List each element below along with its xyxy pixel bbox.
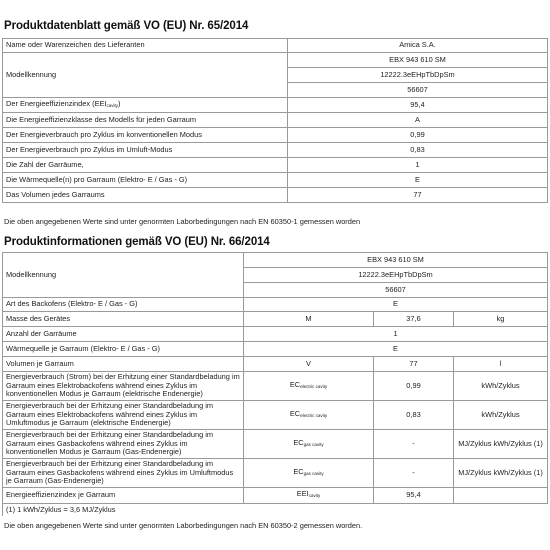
t2-model-label: Modellkennung	[3, 253, 244, 298]
t1-conv-label: Der Energieverbrauch pro Zyklus im konventionellen Modus	[3, 128, 288, 143]
t2-row-eei	[3, 488, 548, 504]
t1-row-eei	[3, 98, 548, 113]
t1-row-conv	[3, 128, 548, 143]
t2-row-ec4	[3, 459, 548, 488]
t1-vol-value: 77	[288, 188, 548, 203]
t1-note: Die oben angegebenen Werte sind unter genormten Laborbedingungen nach EN 60350-1 gemessen worden	[4, 217, 361, 226]
t2-row-mass	[3, 312, 548, 327]
t1-fan-value: 0,83	[288, 143, 548, 158]
t2-ec3-symbol	[244, 430, 374, 459]
t1-fan-label: Der Energieverbrauch pro Zyklus im Umluft-Modus	[3, 143, 288, 158]
t1-row-cavities	[3, 158, 548, 173]
t2-ec2-sub: electric cavity	[300, 412, 328, 418]
t2-ec2-symbol	[244, 401, 374, 430]
t2-row-ec1	[3, 372, 548, 401]
t2-row-type	[3, 298, 548, 312]
t2-model-2: 12222.3eEHpTbDpSm	[244, 268, 548, 283]
t2-vol-value: 77	[374, 357, 454, 372]
t1-supplier-value: Amica S.A.	[288, 39, 548, 53]
t2-eei-symbol	[244, 488, 374, 504]
t1-model-3: 56607	[288, 83, 548, 98]
t1-row-supplier	[3, 39, 548, 53]
t2-model-3: 56607	[244, 283, 548, 298]
t2-ec3-sub: gas cavity	[303, 441, 324, 447]
t2-ec2-sym: EC	[289, 408, 301, 418]
t2-ec1-unit: kWh/Zyklus	[454, 372, 548, 401]
t2-footnote: (1) 1 kWh/Zyklus = 3,6 MJ/Zyklus	[3, 504, 548, 516]
t1-row-model	[3, 53, 548, 68]
t2-mass-symbol: M	[244, 312, 374, 327]
t1-model-2: 12222.3eEHpTbDpSm	[288, 68, 548, 83]
t2-row-ec2	[3, 401, 548, 430]
t2-eei-sub: cavity	[308, 493, 321, 499]
t2-ec3-unit: MJ/Zyklus kWh/Zyklus (1)	[454, 430, 548, 459]
t2-row-volume	[3, 357, 548, 372]
t2-row-footnote	[3, 504, 548, 516]
t2-model-1: EBX 943 610 SM	[244, 253, 548, 268]
t1-row-volume	[3, 188, 548, 203]
t2-ec3-label: Energieverbrauch bei der Erhitzung einer Standardbeladung im Garraum eines Gasbackofens während eines Zyklus im konventionellen Modus je Garraum (Gas-Endenergie)	[3, 430, 244, 459]
t2-mass-label: Masse des Gerätes	[3, 312, 244, 327]
t1-model-1: EBX 943 610 SM	[288, 53, 548, 68]
t1-eei-close: )	[118, 98, 121, 108]
t2-eei-unit	[454, 488, 548, 504]
t2-ec1-symbol	[244, 372, 374, 401]
t2-ec3-sym: EC	[293, 437, 304, 447]
t2-ec1-value: 0,99	[374, 372, 454, 401]
t2-ec2-label: Energieverbrauch bei der Erhitzung einer Standardbeladung im Garraum eines Elektrobackofens während eines Zyklus im Umluftmodus je Garraum (elektrische Endenergie)	[3, 401, 244, 430]
t2-vol-unit: l	[454, 357, 548, 372]
t2-ec1-sym: EC	[289, 379, 301, 389]
t2-heat-value: E	[244, 342, 548, 357]
t2-row-cavities	[3, 327, 548, 342]
t2-eei-sym: EEI	[296, 489, 309, 499]
t2-ec1-sub: electric cavity	[300, 383, 328, 389]
t2-ec4-unit: MJ/Zyklus kWh/Zyklus (1)	[454, 459, 548, 488]
t1-row-class	[3, 113, 548, 128]
t1-eei-label	[3, 98, 288, 113]
t1-supplier-label: Name oder Warenzeichen des Lieferanten	[3, 39, 288, 53]
t1-heat-value: E	[288, 173, 548, 188]
t2-ec2-value: 0,83	[374, 401, 454, 430]
t2-row-model	[3, 253, 548, 268]
t1-row-heat	[3, 173, 548, 188]
t1-table	[2, 38, 548, 203]
t2-row-ec3	[3, 430, 548, 459]
t1-class-value: A	[288, 113, 548, 128]
t2-mass-value: 37,6	[374, 312, 454, 327]
t1-model-label: Modellkennung	[3, 53, 288, 98]
t2-heat-label: Wärmequelle je Garraum (Elektro- E / Gas - G)	[3, 342, 244, 357]
t1-conv-value: 0,99	[288, 128, 548, 143]
t1-eei-label-text: Der Energieeffizienzindex (EEI	[6, 98, 107, 108]
t2-cav-label: Anzahl der Garräume	[3, 327, 244, 342]
t2-table	[2, 252, 548, 516]
t1-class-label: Die Energieeffizienzklasse des Modells für jeden Garraum	[3, 113, 288, 128]
t2-ec1-label: Energieverbrauch (Strom) bei der Erhitzung einer Standardbeladung im Garraum eines Elektrobackofens während eines Zyklus im konventionellen Modus je Garraum (elektrische Endenergie)	[3, 372, 244, 401]
t2-ec4-value: -	[374, 459, 454, 488]
t1-title: Produktdatenblatt gemäß VO (EU) Nr. 65/2014	[4, 20, 249, 32]
t2-vol-symbol: V	[244, 357, 374, 372]
t2-ec4-label: Energieverbrauch bei der Erhitzung einer Standardbeladung im Garraum eines Gasbackofens während eines Zyklus im Umluftmodus je Garraum (Gas-Endenergie)	[3, 459, 244, 488]
t1-eei-value: 95,4	[288, 98, 548, 113]
t1-row-fan	[3, 143, 548, 158]
t2-eei-value: 95,4	[374, 488, 454, 504]
t1-cav-value: 1	[288, 158, 548, 173]
t2-vol-label: Volumen je Garraum	[3, 357, 244, 372]
t1-vol-label: Das Volumen jedes Garraums	[3, 188, 288, 203]
t2-ec2-unit: kWh/Zyklus	[454, 401, 548, 430]
t2-ec3-value: -	[374, 430, 454, 459]
t2-cav-value: 1	[244, 327, 548, 342]
t2-ec4-sub: gas cavity	[303, 470, 324, 476]
t2-type-value: E	[244, 298, 548, 312]
t1-heat-label: Die Wärmequelle(n) pro Garraum (Elektro- E / Gas - G)	[3, 173, 288, 188]
t1-cav-label: Die Zahl der Garräume,	[3, 158, 288, 173]
t2-ec4-symbol	[244, 459, 374, 488]
t2-mass-unit: kg	[454, 312, 548, 327]
t2-type-label: Art des Backofens (Elektro- E / Gas - G)	[3, 298, 244, 312]
t1-eei-sub: cavity	[106, 102, 119, 108]
t2-ec4-sym: EC	[293, 466, 304, 476]
t2-eei-label: Energieeffizienzindex je Garraum	[3, 488, 244, 504]
t2-title: Produktinformationen gemäß VO (EU) Nr. 66/2014	[4, 236, 270, 248]
t2-row-heat	[3, 342, 548, 357]
t2-note: Die oben angegebenen Werte sind unter genormten Laborbedingungen nach EN 60350-2 gemessen worden.	[4, 521, 363, 530]
